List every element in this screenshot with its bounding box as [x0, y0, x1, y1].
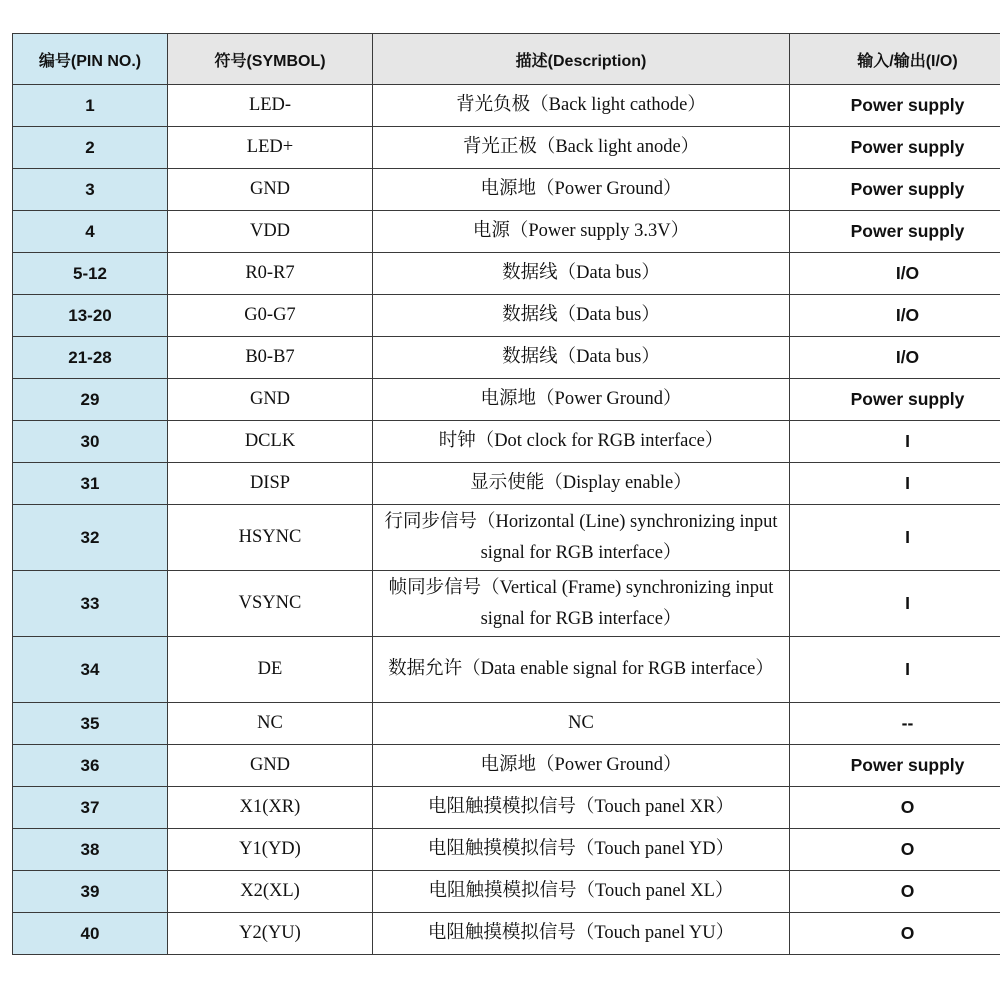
pin-number-cell: 31: [13, 463, 168, 505]
header-pin-number: 编号(PIN NO.): [13, 34, 168, 85]
io-cell: --: [790, 703, 1000, 745]
table-row: [13, 337, 1000, 379]
description-cell: NC: [373, 703, 790, 745]
pin-number-cell: 2: [13, 127, 168, 169]
io-cell: I: [790, 571, 1000, 637]
table-row: [13, 505, 1000, 571]
table-row: [13, 85, 1000, 127]
io-cell: O: [790, 913, 1000, 955]
description-cell: 背光正极（Back light anode）: [373, 127, 790, 169]
pin-number-cell: 4: [13, 211, 168, 253]
description-cell: 电阻触摸模拟信号（Touch panel XR）: [373, 787, 790, 829]
table-row: [13, 637, 1000, 703]
table-row: [13, 871, 1000, 913]
description-cell: 帧同步信号（Vertical (Frame) synchronizing input signal for RGB interface）: [373, 571, 790, 637]
table-row: [13, 295, 1000, 337]
table-row: [13, 913, 1000, 955]
description-cell: 时钟（Dot clock for RGB interface）: [373, 421, 790, 463]
symbol-cell: HSYNC: [168, 505, 373, 571]
description-cell: 显示使能（Display enable）: [373, 463, 790, 505]
symbol-cell: DE: [168, 637, 373, 703]
io-cell: Power supply: [790, 127, 1000, 169]
symbol-cell: Y1(YD): [168, 829, 373, 871]
description-cell: 电阻触摸模拟信号（Touch panel YD）: [373, 829, 790, 871]
io-cell: I: [790, 421, 1000, 463]
pin-number-cell: 1: [13, 85, 168, 127]
description-cell: 行同步信号（Horizontal (Line) synchronizing input signal for RGB interface）: [373, 505, 790, 571]
io-cell: Power supply: [790, 745, 1000, 787]
io-cell: Power supply: [790, 379, 1000, 421]
io-cell: I/O: [790, 253, 1000, 295]
pin-number-cell: 5-12: [13, 253, 168, 295]
pin-number-cell: 21-28: [13, 337, 168, 379]
symbol-cell: DISP: [168, 463, 373, 505]
symbol-cell: Y2(YU): [168, 913, 373, 955]
table-row: [13, 829, 1000, 871]
symbol-cell: VSYNC: [168, 571, 373, 637]
io-cell: I: [790, 637, 1000, 703]
io-cell: I: [790, 463, 1000, 505]
symbol-cell: G0-G7: [168, 295, 373, 337]
description-cell: 数据线（Data bus）: [373, 337, 790, 379]
pin-number-cell: 32: [13, 505, 168, 571]
header-row: [13, 34, 1000, 85]
pin-definition-table: [12, 33, 1000, 955]
symbol-cell: LED+: [168, 127, 373, 169]
symbol-cell: GND: [168, 745, 373, 787]
table-row: [13, 253, 1000, 295]
description-cell: 电阻触摸模拟信号（Touch panel YU）: [373, 913, 790, 955]
pin-number-cell: 33: [13, 571, 168, 637]
description-cell: 电源地（Power Ground）: [373, 745, 790, 787]
io-cell: I: [790, 505, 1000, 571]
pin-number-cell: 39: [13, 871, 168, 913]
table-row: [13, 787, 1000, 829]
description-cell: 数据线（Data bus）: [373, 253, 790, 295]
pin-number-cell: 38: [13, 829, 168, 871]
symbol-cell: GND: [168, 169, 373, 211]
description-cell: 电源地（Power Ground）: [373, 379, 790, 421]
symbol-cell: X2(XL): [168, 871, 373, 913]
io-cell: O: [790, 871, 1000, 913]
table-row: [13, 421, 1000, 463]
table-row: [13, 211, 1000, 253]
table-row: [13, 127, 1000, 169]
description-cell: 数据线（Data bus）: [373, 295, 790, 337]
pin-number-cell: 29: [13, 379, 168, 421]
pin-number-cell: 13-20: [13, 295, 168, 337]
io-cell: Power supply: [790, 85, 1000, 127]
pin-number-cell: 30: [13, 421, 168, 463]
io-cell: O: [790, 829, 1000, 871]
symbol-cell: X1(XR): [168, 787, 373, 829]
pin-number-cell: 37: [13, 787, 168, 829]
description-cell: 电阻触摸模拟信号（Touch panel XL）: [373, 871, 790, 913]
table-row: [13, 745, 1000, 787]
io-cell: I/O: [790, 337, 1000, 379]
table-header: [13, 34, 1000, 85]
description-cell: 电源地（Power Ground）: [373, 169, 790, 211]
table-row: [13, 463, 1000, 505]
description-cell: 数据允许（Data enable signal for RGB interface）: [373, 637, 790, 703]
pin-number-cell: 3: [13, 169, 168, 211]
symbol-cell: NC: [168, 703, 373, 745]
description-cell: 背光负极（Back light cathode）: [373, 85, 790, 127]
pin-number-cell: 40: [13, 913, 168, 955]
header-description: 描述(Description): [373, 34, 790, 85]
symbol-cell: LED-: [168, 85, 373, 127]
io-cell: Power supply: [790, 169, 1000, 211]
description-cell: 电源（Power supply 3.3V）: [373, 211, 790, 253]
pin-number-cell: 35: [13, 703, 168, 745]
header-symbol: 符号(SYMBOL): [168, 34, 373, 85]
symbol-cell: GND: [168, 379, 373, 421]
table-row: [13, 703, 1000, 745]
symbol-cell: DCLK: [168, 421, 373, 463]
symbol-cell: R0-R7: [168, 253, 373, 295]
pin-number-cell: 36: [13, 745, 168, 787]
pin-number-cell: 34: [13, 637, 168, 703]
table-row: [13, 571, 1000, 637]
table-body: [13, 85, 1000, 955]
symbol-cell: VDD: [168, 211, 373, 253]
io-cell: O: [790, 787, 1000, 829]
io-cell: Power supply: [790, 211, 1000, 253]
symbol-cell: B0-B7: [168, 337, 373, 379]
table-row: [13, 379, 1000, 421]
table-row: [13, 169, 1000, 211]
header-io: 输入/输出(I/O): [790, 34, 1000, 85]
io-cell: I/O: [790, 295, 1000, 337]
